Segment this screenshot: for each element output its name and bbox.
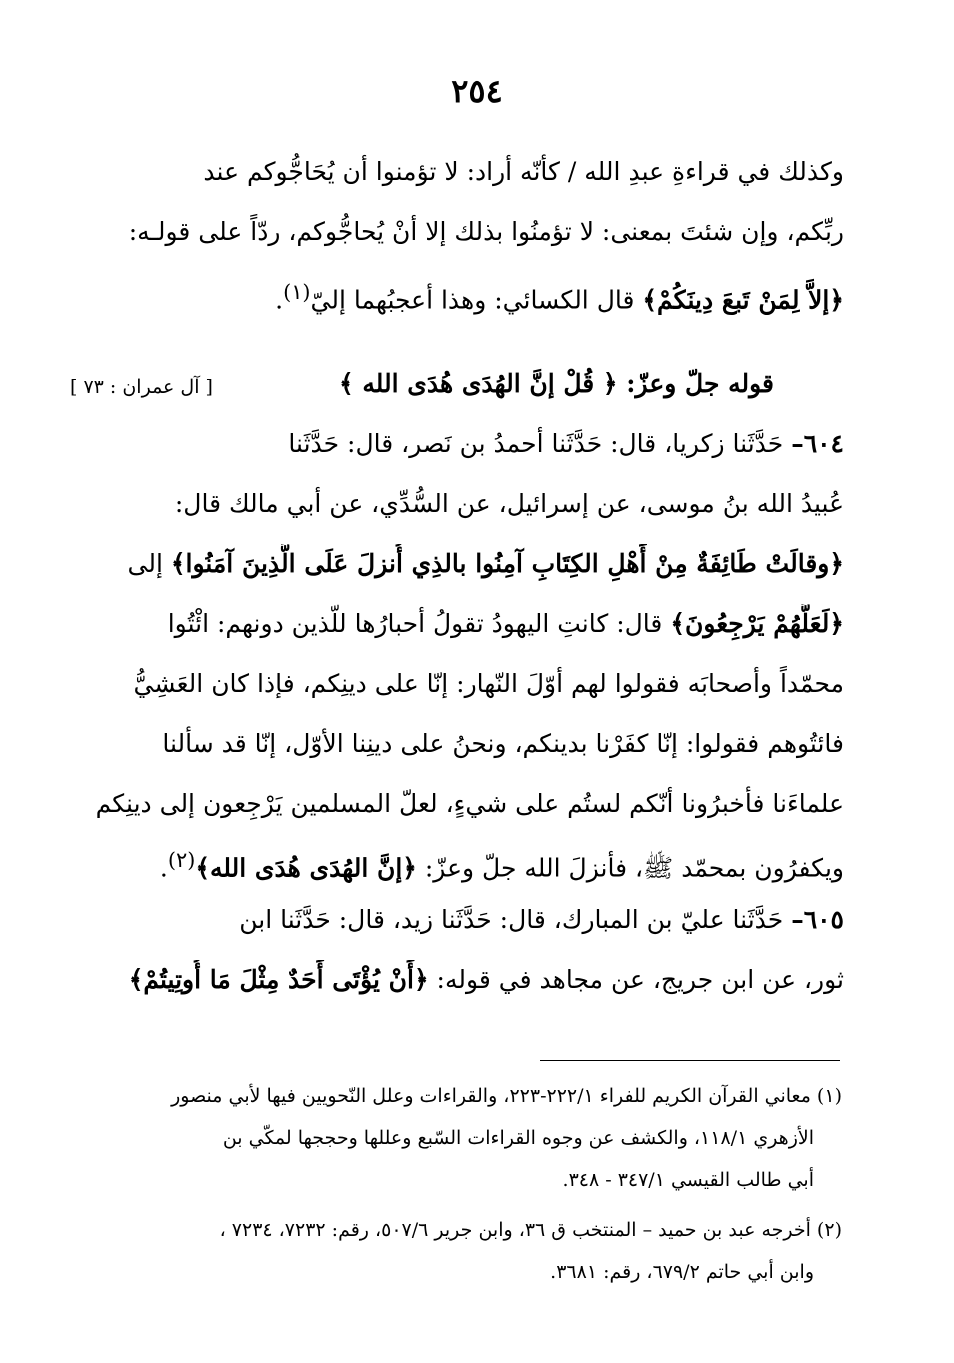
body-line [70, 272, 844, 320]
body-text: فائتُوهم فقولوا: إنّا كفَرْنا بدينكم، ونحنُ على دينِنا الأوّل، إنّا قد سألنا [162, 729, 844, 758]
footnote-separator [540, 1060, 840, 1061]
footnote-line: (١) معاني القرآن الكريم للفراء ٢٢٢/١-٢٢٣، والقراءات وعلل النّحويين فيها لأبي منصور [171, 1085, 842, 1107]
body-line [70, 212, 844, 252]
body-text: علماءَنا فأخبرُونا أنّكم لستُم على شيءٍ، لعلّ المسلمين يَرْجِعون إلى دينِكم [95, 789, 844, 818]
body-line [70, 724, 844, 764]
body-line [70, 604, 844, 644]
body-text: قال الكسائي: وهذا أعجبُهما إليّ [310, 285, 643, 315]
body-text: حَدَّثَنا عليّ بن المبارك، قال: حَدَّثَنا زيد، قال: حَدَّثَنا ابن [239, 905, 792, 934]
body-text: حَدَّثَنا زكريا، قال: حَدَّثَنا أحمدُ بن نَصر، قال: حَدَّثَنا [288, 429, 792, 458]
page-number: ٢٥٤ [451, 72, 503, 110]
quran-verse: ﴿أَنْ يُؤْتَى أَحَدٌ مِثْلَ مَا أُوتِيتُمْ﴾ [128, 965, 429, 994]
heading-lead: قوله جلّ وعزّ: [617, 369, 774, 398]
quran-verse: ﴿لَعَلَّهُمْ يَرْجِعُونَ﴾ [670, 609, 844, 638]
section-heading [300, 364, 774, 404]
quran-verse: ﴿ قُلْ إنَّ الهُدَى هُدَى الله ﴾ [338, 369, 618, 398]
body-text: وكذلك في قراءةِ عبدِ الله / كأنّه أراد: لا تؤمنوا أن يُحَاجُّوكم عند [203, 157, 844, 186]
body-line [70, 484, 844, 524]
body-line [70, 840, 844, 888]
body-line [70, 900, 844, 940]
body-text: محمّداً وأصحابَه فقولوا لهم أوّلَ النّهار: إنّا على دينِكم، فإذا كان العَشِيُّ [133, 669, 844, 698]
body-text: . [159, 853, 168, 883]
footnote-line: (٢) أخرجه عبد بن حميد – المنتخب ق ٣٦، وابن جرير ٥٠٧/٦، رقم: ٧٢٣٢، ٧٢٣٤ ، [219, 1219, 842, 1241]
verse-reference: [ آل عمران : ٧٣ ] [70, 376, 213, 398]
footnote-line: الأزهري ١١٨/١، والكشف عن وجوه القراءات السّبع وعللها وحججها لمكّي بن [222, 1127, 814, 1149]
footnote-line: أبي طالب القيسي ٣٤٧/١ - ٣٤٨. [562, 1169, 814, 1191]
body-line [70, 152, 844, 192]
quran-verse: ﴿وقالَتْ طَائِفَةٌ مِنْ أَهْلِ الكِتَابِ آمِنُوا بالذِي أُنزلَ عَلَى الَّذِينَ آمَنُوا﴾ [170, 549, 844, 578]
footnote-line: وابن أبي حاتم ٦٧٩/٢، رقم: ٣٦٨١. [550, 1261, 814, 1283]
hadith-number: ٦٠٥– [791, 905, 844, 934]
body-line [70, 664, 844, 704]
body-text: قال: كانتِ اليهودُ تقولُ أحبارُها للّذين دونهم: ائْتُوا [167, 609, 671, 638]
body-line [70, 424, 844, 464]
hadith-number: ٦٠٤– [791, 429, 844, 458]
footnote-marker: (١) [283, 280, 311, 304]
quran-verse: ﴿إلاَّ لِمَنْ تَبعَ دِينَكُمْ﴾ [642, 285, 844, 315]
body-text: إلى [127, 549, 171, 578]
body-line [70, 784, 844, 824]
body-text: ربِّكم، وإن شئتَ بمعنى: لا تؤمنُوا بذلك إلا أنْ يُحاجُّوكم، ردّاً على قولـه: [128, 217, 844, 246]
body-line [70, 544, 844, 584]
footnote-marker: (٢) [167, 848, 196, 872]
body-text: ويكفرُون بمحمّد ﷺ، فأنزلَ الله جلّ وعزّ: [416, 853, 844, 883]
body-text: . [275, 285, 284, 315]
quran-verse: ﴿إنَّ الهُدَى هُدَى الله﴾ [195, 853, 417, 883]
body-text: عُبيدُ الله بنُ موسى، عن إسرائيل، عن السُّدِّي، عن أبي مالك قال: [174, 489, 844, 518]
body-text: ثور، عن ابن جريج، عن مجاهد في قوله: [428, 965, 844, 994]
body-line [70, 960, 844, 1000]
